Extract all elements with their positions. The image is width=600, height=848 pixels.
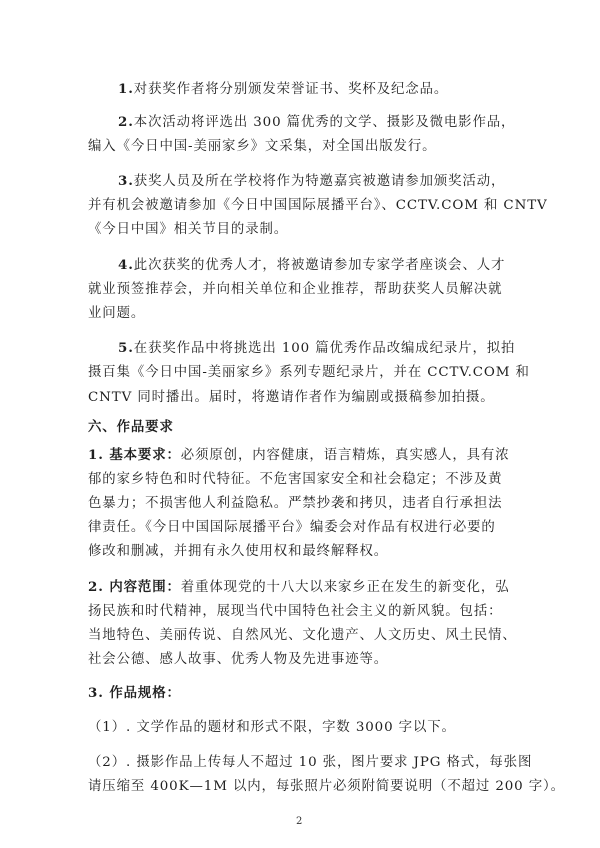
content-scope-label: 2. 内容范围： (88, 579, 181, 595)
award-item-3-line-2: 并有机会被邀请参加《今日中国国际展播平台》、CCTV.COM 和 CNTV (88, 198, 548, 213)
work-spec-item-2: （2）. 摄影作品上传每人不超过 10 张，图片要求 JPG 格式，每张图 (88, 755, 533, 770)
work-spec-item-1: （1）. 文学作品的题材和形式不限，字数 3000 字以下。 (88, 720, 456, 735)
item-text: 本次活动将评选出 300 篇优秀的文学、摄影及微电影作品， (133, 115, 516, 130)
work-spec-item-2-line-2: 请压缩至 400K—1M 以内，每张照片必须附简要说明（不超过 200 字）。 (88, 779, 565, 794)
basic-requirements-line-5: 修改和删减，并拥有永久使用权和最终解释权。 (88, 544, 389, 559)
content-scope-line-3: 当地特色、美丽传说、自然风光、文化遗产、人文历史、风土民情、 (88, 628, 517, 643)
item-number: 3. (118, 173, 134, 189)
work-spec-label: 3. 作品规格： (88, 685, 181, 701)
section-heading: 六、作品要求 (88, 419, 174, 435)
award-item-3 (118, 170, 505, 189)
basic-requirements (88, 444, 509, 463)
item-text: 此次获奖的优秀人才，将被邀请参加专家学者座谈会、人才 (133, 258, 506, 273)
content-scope-text: 着重体现党的十八大以来家乡正在发生的新变化，弘 (180, 580, 510, 595)
award-item-1 (118, 78, 448, 97)
item-text: 对获奖作者将分别颁发荣誉证书、奖杯及纪念品。 (133, 82, 449, 97)
award-item-3-line-3: 《今日中国》相关节目的录制。 (88, 222, 289, 237)
award-item-4-line-2: 就业预签推荐会，并向相关单位和企业推荐，帮助获奖人员解决就 (88, 282, 503, 297)
award-item-5-line-3: CNTV 同时播出。届时，将邀请作者作为编剧或摄稿参加拍摄。 (88, 390, 495, 405)
award-item-2-line-2: 编入《今日中国-美丽家乡》文采集，对全国出版发行。 (88, 139, 437, 154)
award-item-4-line-3: 业问题。 (88, 306, 146, 321)
page-number: 2 (296, 816, 303, 827)
basic-requirements-line-4: 律责任。《今日中国国际展播平台》编委会对作品有权进行必要的 (88, 520, 496, 535)
basic-requirements-text: 必须原创，内容健康，语言精炼，真实感人，具有浓 (180, 448, 510, 463)
award-item-4 (118, 254, 505, 273)
item-number: 2. (118, 114, 134, 130)
content-scope-line-2: 扬民族和时代精神，展现当代中国特色社会主义的新风貌。包括： (88, 604, 503, 619)
award-item-5-line-2: 摄百集《今日中国-美丽家乡》系列专题纪录片，并在 CCTV.COM 和 (88, 365, 530, 380)
item-text: 获奖人员及所在学校将作为特邀嘉宾被邀请参加颁奖活动， (133, 174, 506, 189)
basic-requirements-line-3: 色暴力；不损害他人利益隐私。严禁抄袭和拷贝，违者自行承担法 (88, 496, 503, 511)
basic-requirements-line-2: 郁的家乡特色和时代特征。不危害国家安全和社会稳定；不涉及黄 (88, 472, 503, 487)
content-scope-line-4: 社会公德、感人故事、优秀人物及先进事迹等。 (88, 652, 389, 667)
award-item-2 (118, 111, 515, 130)
item-number: 5. (118, 340, 134, 356)
basic-requirements-label: 1. 基本要求： (88, 447, 181, 463)
award-item-5 (118, 337, 515, 356)
item-number: 1. (118, 81, 134, 97)
item-text: 在获奖作品中将挑选出 100 篇优秀作品改编成纪录片，拟拍 (133, 341, 516, 356)
content-scope (88, 576, 509, 595)
item-number: 4. (118, 257, 134, 273)
